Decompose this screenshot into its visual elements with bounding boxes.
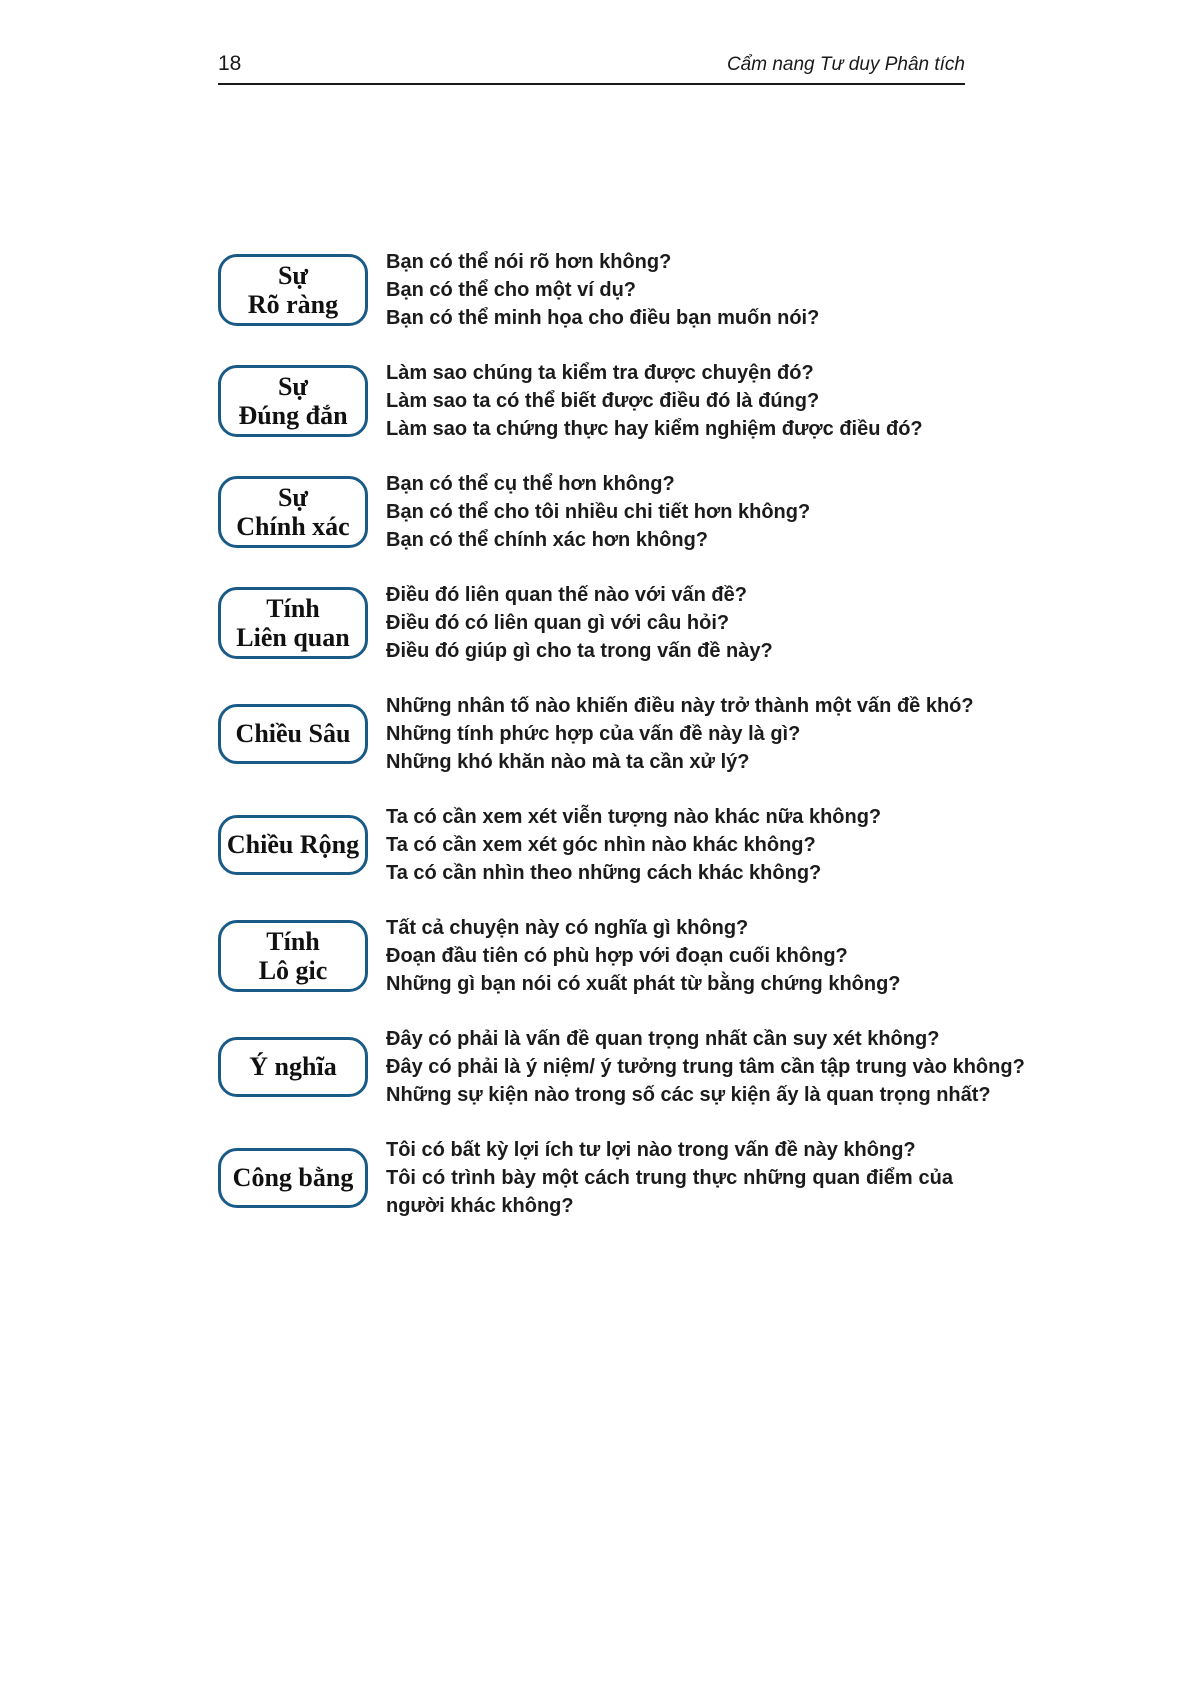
question-group <box>386 248 953 332</box>
criterion-label-line: Sự <box>277 260 309 290</box>
criterion-label-box <box>218 254 368 327</box>
criterion-label-box <box>218 1148 368 1208</box>
question-line: Bạn có thể minh họa cho điều bạn muốn nói? <box>386 307 820 329</box>
section-accuracy <box>218 359 980 443</box>
criterion-label-line: Liên quan <box>236 623 350 652</box>
question-line: Những nhân tố nào khiến điều này trở thành một vấn đề khó? <box>386 695 974 717</box>
question-line: Làm sao chúng ta kiểm tra được chuyện đó? <box>386 362 814 384</box>
question-line: Ta có cần xem xét viễn tượng nào khác nữa không? <box>386 806 882 828</box>
criterion-label-box <box>218 1037 368 1097</box>
criterion-label-line: Ý nghĩa <box>249 1052 337 1082</box>
question-line: Tôi có trình bày một cách trung thực những quan điểm của người khác không? <box>386 1167 953 1217</box>
criterion-label-line: Công bằng <box>232 1163 354 1193</box>
question-line: Bạn có thể cụ thể hơn không? <box>386 473 675 495</box>
question-line: Ta có cần xem xét góc nhìn nào khác không? <box>386 834 816 856</box>
section-relevance <box>218 581 980 665</box>
question-line: Tôi có bất kỳ lợi ích tư lợi nào trong vấn đề này không? <box>386 1139 916 1161</box>
question-line: Đoạn đầu tiên có phù hợp với đoạn cuối không? <box>386 945 848 967</box>
page-number: 18 <box>218 52 242 75</box>
question-line: Đây có phải là vấn đề quan trọng nhất cần suy xét không? <box>386 1028 940 1050</box>
question-line: Làm sao ta chứng thực hay kiểm nghiệm được điều đó? <box>386 418 923 440</box>
question-line: Những gì bạn nói có xuất phát từ bằng chứng không? <box>386 973 901 995</box>
question-group <box>386 692 974 776</box>
question-group <box>386 470 953 554</box>
criterion-label-line: Chiều Rộng <box>226 830 360 860</box>
question-group <box>386 1025 1025 1109</box>
criterion-label-box <box>218 815 368 875</box>
question-group <box>386 803 953 887</box>
criterion-label-line: Tính <box>266 926 320 956</box>
question-group <box>386 581 953 665</box>
criterion-label-line: Chiều Sâu <box>235 719 351 749</box>
criterion-label-box <box>218 476 368 549</box>
question-line: Điều đó có liên quan gì với câu hỏi? <box>386 612 730 634</box>
criterion-label-line: Tính <box>266 593 320 623</box>
criterion-label-line: Rõ ràng <box>247 290 339 319</box>
criteria-list <box>218 248 1025 1247</box>
question-group <box>386 1136 953 1220</box>
running-title: Cẩm nang Tư duy Phân tích <box>726 54 965 75</box>
criterion-label-line: Chính xác <box>236 512 350 541</box>
criterion-label-box <box>218 704 368 764</box>
question-line: Bạn có thể chính xác hơn không? <box>386 529 709 551</box>
question-line: Ta có cần nhìn theo những cách khác không? <box>386 862 822 884</box>
section-depth <box>218 692 980 776</box>
question-line: Những sự kiện nào trong số các sự kiện ấy là quan trọng nhất? <box>386 1084 991 1106</box>
section-clarity <box>218 248 980 332</box>
criterion-label-line: Đúng đắn <box>238 401 348 430</box>
section-logic <box>218 914 980 998</box>
question-line: Tất cả chuyện này có nghĩa gì không? <box>386 917 749 939</box>
criterion-label-line: Sự <box>277 482 309 512</box>
criterion-label-box <box>218 920 368 993</box>
criterion-label-box <box>218 587 368 660</box>
section-fairness <box>218 1136 980 1220</box>
question-line: Điều đó giúp gì cho ta trong vấn đề này? <box>386 640 773 662</box>
question-line: Bạn có thể nói rõ hơn không? <box>386 251 672 273</box>
section-precision <box>218 470 980 554</box>
question-line: Làm sao ta có thể biết được điều đó là đúng? <box>386 390 820 412</box>
question-group <box>386 914 953 998</box>
question-line: Những tính phức hợp của vấn đề này là gì? <box>386 723 801 745</box>
page-header <box>218 52 965 85</box>
question-line: Đây có phải là ý niệm/ ý tưởng trung tâm cần tập trung vào không? <box>386 1056 1025 1078</box>
section-breadth <box>218 803 980 887</box>
question-line: Những khó khăn nào mà ta cần xử lý? <box>386 751 750 773</box>
question-group <box>386 359 953 443</box>
question-line: Điều đó liên quan thế nào với vấn đề? <box>386 584 747 606</box>
question-line: Bạn có thể cho tôi nhiều chi tiết hơn không? <box>386 501 811 523</box>
criterion-label-box <box>218 365 368 438</box>
question-line: Bạn có thể cho một ví dụ? <box>386 279 637 301</box>
section-significance <box>218 1025 1025 1109</box>
criterion-label-line: Lô gic <box>258 956 328 985</box>
criterion-label-line: Sự <box>277 371 309 401</box>
